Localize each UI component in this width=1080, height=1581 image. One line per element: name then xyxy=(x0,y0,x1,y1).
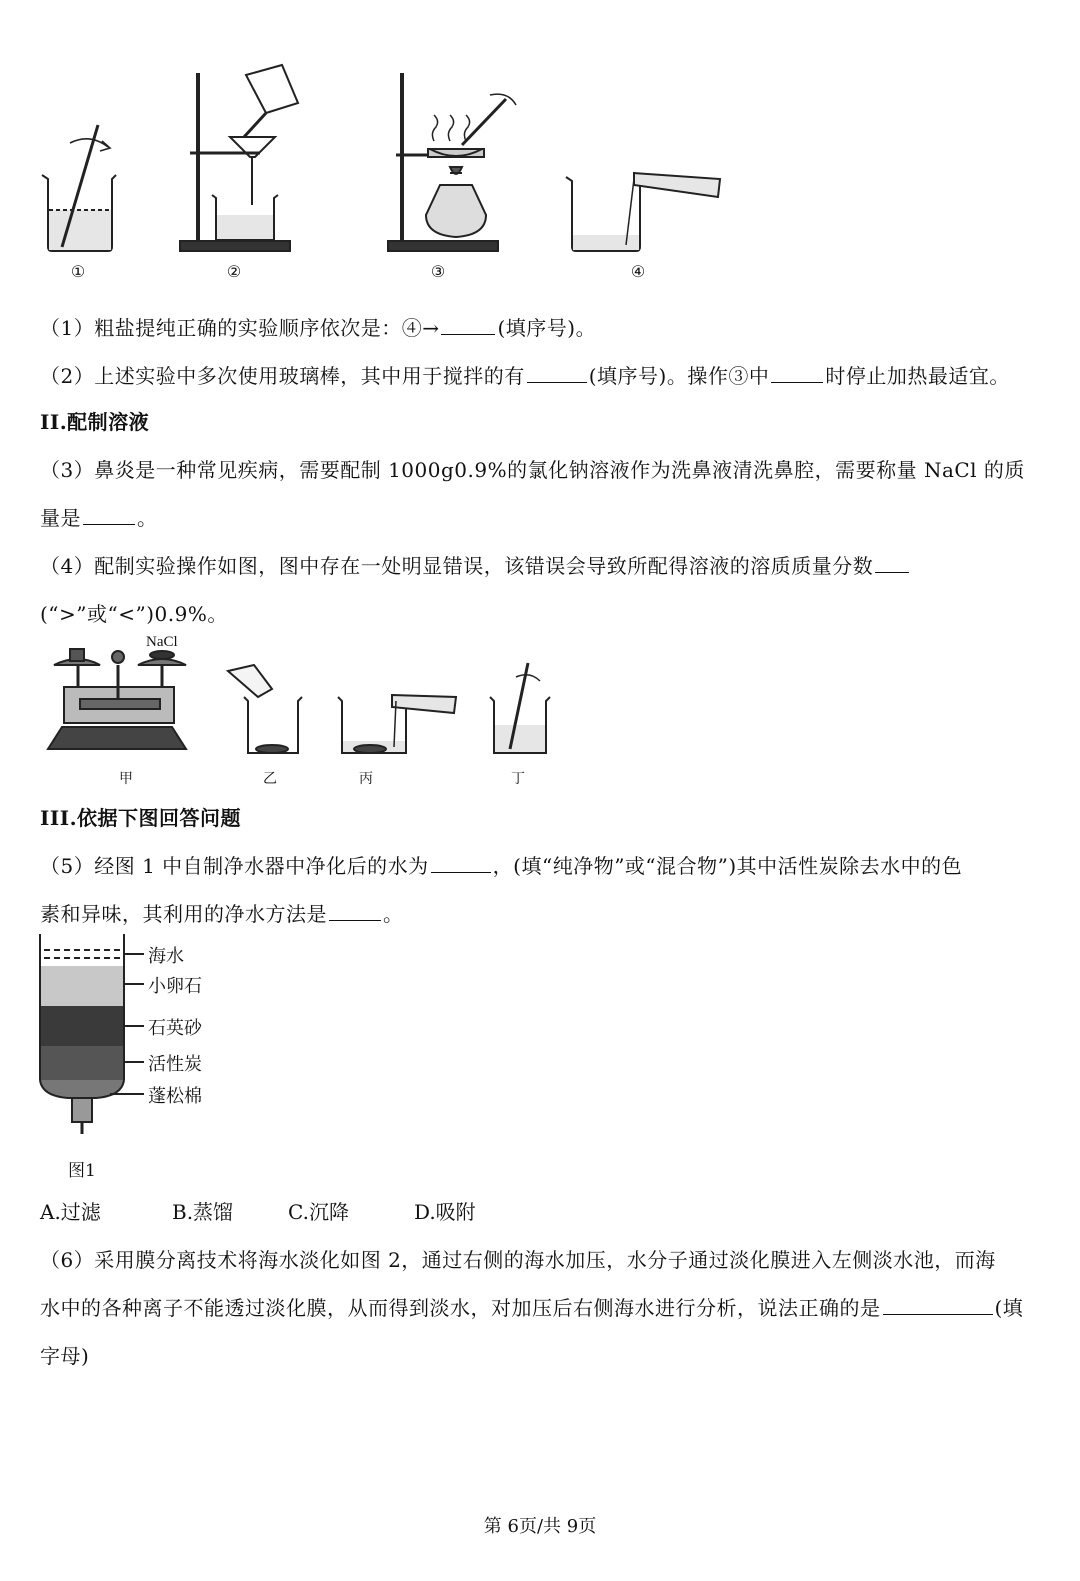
question-5-text-d: 。 xyxy=(383,902,404,926)
pouring-diagram xyxy=(338,695,456,753)
figure-1-label-cotton: 蓬松棉 xyxy=(148,1086,202,1107)
figure-1-label-pebbles: 小卵石 xyxy=(148,976,202,997)
question-6-blank[interactable] xyxy=(883,1296,993,1315)
figure-top-caption-1: ① xyxy=(70,262,86,281)
section-2-title: II.配制溶液 xyxy=(40,410,150,434)
option-b[interactable]: B.蒸馏 xyxy=(172,1200,234,1224)
option-a[interactable]: A.过滤 xyxy=(40,1200,101,1224)
question-5-blank-1[interactable] xyxy=(431,854,491,873)
question-3-text-b: 量是 xyxy=(40,506,81,530)
figure-top-apparatus xyxy=(30,55,790,285)
question-1-blank[interactable] xyxy=(441,316,495,335)
figure-mid-caption-jia: 甲 xyxy=(119,771,133,787)
figure-1-label-quartz-sand: 石英砂 xyxy=(148,1018,202,1039)
question-6-text-b: 水中的各种离子不能透过淡化膜，从而得到淡水，对加压后右侧海水进行分析，说法正确的是 xyxy=(40,1296,881,1320)
question-5-line-2 xyxy=(40,898,404,927)
option-d[interactable]: D.吸附 xyxy=(414,1200,476,1224)
question-6-text-c: (填 xyxy=(994,1296,1024,1320)
figure-1-label-activated-carbon: 活性炭 xyxy=(148,1054,202,1075)
question-4-line-2: (“>”或“<”)0.9%。 xyxy=(40,602,228,626)
question-2-text-c: 时停止加热最适宜。 xyxy=(825,364,1010,388)
question-5-blank-2[interactable] xyxy=(329,902,381,921)
question-2-blank-1[interactable] xyxy=(527,364,587,383)
question-6-line-2 xyxy=(40,1292,1023,1321)
question-2-blank-2[interactable] xyxy=(771,364,823,383)
figure-1-label-seawater: 海水 xyxy=(148,946,184,967)
question-3-line-1: （3）鼻炎是一种常见疾病，需要配制 1000g0.9%的氯化钠溶液作为洗鼻液清洗鼻腔，需要称量 NaCl 的质 xyxy=(40,458,1025,482)
figure-1-caption: 图1 xyxy=(68,1161,96,1181)
paper-beaker-diagram xyxy=(228,665,302,753)
question-1 xyxy=(40,312,596,341)
question-5-text-b: ，(填“纯净物”或“混合物”)其中活性炭除去水中的色 xyxy=(492,854,963,878)
beaker-stirring-diagram xyxy=(42,125,116,251)
figure-top-caption-3: ③ xyxy=(430,262,446,281)
question-6-line-1: （6）采用膜分离技术将海水淡化如图 2，通过右侧的海水加压，水分子通过淡化膜进入左侧淡水池，而海 xyxy=(40,1248,996,1272)
option-c[interactable]: C.沉降 xyxy=(288,1200,349,1224)
evaporation-diagram xyxy=(388,73,516,251)
figure-mid-caption-bing: 丙 xyxy=(359,771,373,787)
page-footer: 第 6页/共 9页 xyxy=(483,1516,597,1537)
figure-top-caption-2: ② xyxy=(226,262,242,281)
question-5-text-c: 素和异味，其利用的净水方法是 xyxy=(40,902,327,926)
figure-1-purifier xyxy=(32,930,152,1140)
figure-mid-caption-yi: 乙 xyxy=(263,771,277,787)
filtration-diagram xyxy=(180,65,298,251)
balance-diagram xyxy=(48,649,186,749)
figure-mid-preparation xyxy=(40,635,560,765)
question-3-line-2 xyxy=(40,502,158,531)
question-5-text-a: （5）经图 1 中自制净水器中净化后的水为 xyxy=(40,854,429,878)
question-4-blank[interactable] xyxy=(875,554,909,573)
question-3-text-c: 。 xyxy=(137,506,158,530)
stirring-diagram xyxy=(490,663,550,753)
question-4-text-a: （4）配制实验操作如图，图中存在一处明显错误，该错误会导致所配得溶液的溶质质量分数 xyxy=(40,554,874,578)
question-1-suffix: (填序号)。 xyxy=(497,316,597,340)
dissolving-diagram xyxy=(566,173,720,251)
question-5-line-1 xyxy=(40,850,962,879)
figure-mid-caption-ding: 丁 xyxy=(511,771,525,787)
figure-top-caption-4: ④ xyxy=(630,262,646,281)
question-4-line-1 xyxy=(40,550,911,579)
question-6-line-3: 字母) xyxy=(40,1344,90,1368)
section-3-title: III.依据下图回答问题 xyxy=(40,806,242,830)
nacl-label: NaCl xyxy=(146,634,178,650)
question-2-text-a: （2）上述实验中多次使用玻璃棒，其中用于搅拌的有 xyxy=(40,364,525,388)
question-2-text-b: (填序号)。操作③中 xyxy=(588,364,770,388)
question-3-blank[interactable] xyxy=(83,506,135,525)
question-2 xyxy=(40,360,1010,389)
question-1-text: （1）粗盐提纯正确的实验顺序依次是：④→ xyxy=(40,316,440,340)
